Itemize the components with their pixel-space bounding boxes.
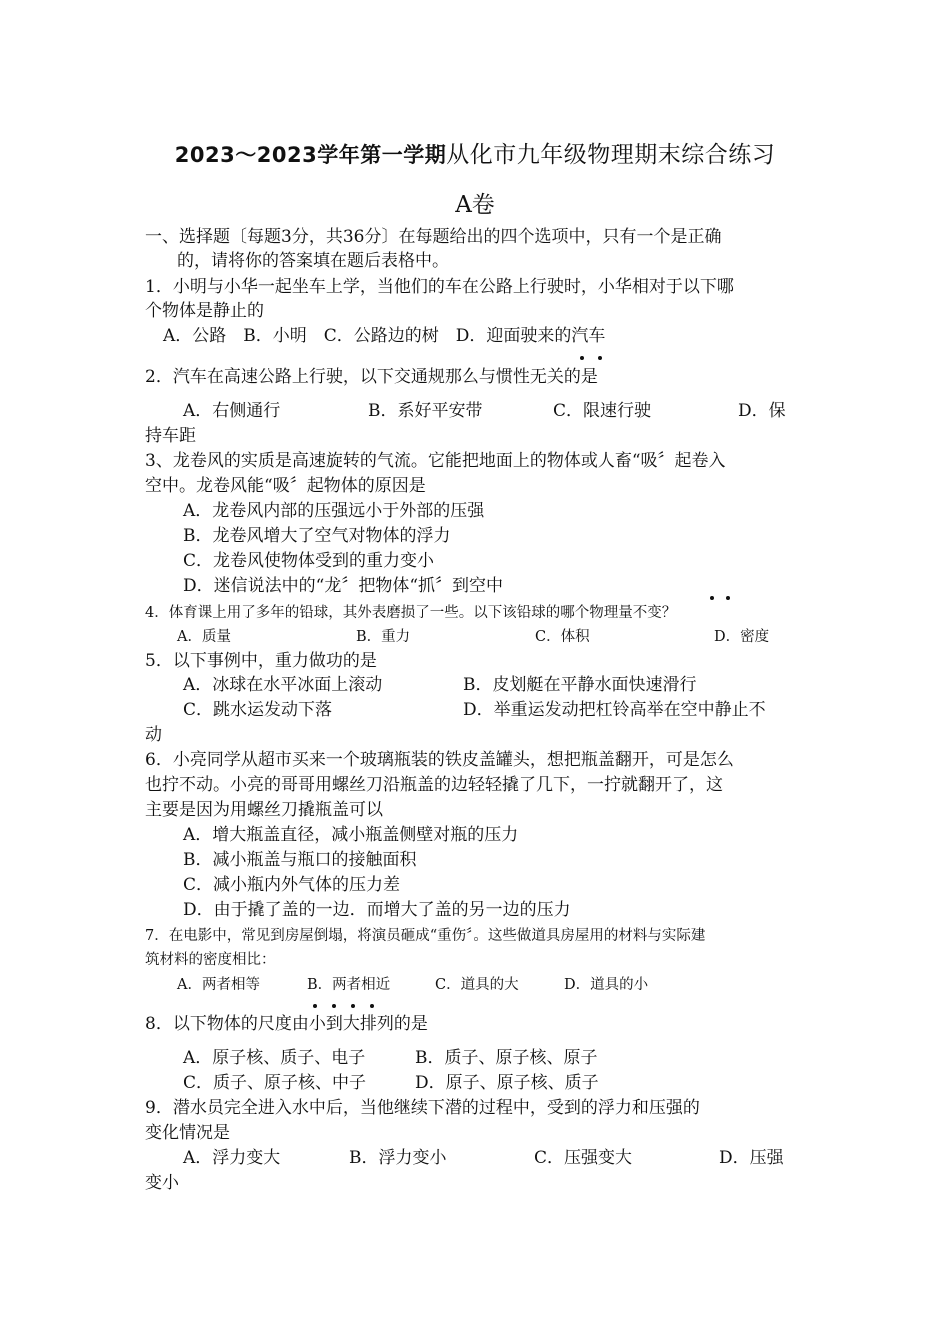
question-9-option-c: C．压强变大 bbox=[534, 1148, 633, 1168]
emphasis-dot bbox=[580, 356, 584, 360]
question-4-option-a: A．质量 bbox=[177, 629, 231, 645]
question-2-option-b: B．系好平安带 bbox=[368, 401, 483, 421]
question-6-option-d: D．由于撬了盖的一边．而增大了盖的另一边的压力 bbox=[183, 900, 571, 920]
question-6-text: 6．小亮同学从超市买来一个玻璃瓶装的铁皮盖罐头，想把瓶盖翻开，可是怎么 bbox=[145, 750, 734, 770]
question-1-options: A．公路 B．小明 C．公路边的树 D．迎面驶来的汽车 bbox=[163, 326, 606, 346]
question-3-option-b: B．龙卷风增大了空气对物体的浮力 bbox=[183, 526, 451, 546]
question-2-option-d-cont: 持车距 bbox=[145, 426, 196, 446]
question-5-option-c: C．跳水运发动下落 bbox=[183, 700, 333, 720]
question-7-option-d: D．道具的小 bbox=[564, 977, 649, 993]
question-7-text-cont: 筑材料的密度相比： bbox=[145, 952, 276, 968]
question-4-option-c: C．体积 bbox=[535, 629, 590, 645]
question-2-option-c: C．限速行驶 bbox=[553, 401, 652, 421]
question-5-option-d: D．举重运发动把杠铃高举在空中静止不 bbox=[463, 700, 766, 720]
question-9-text-cont: 变化情况是 bbox=[145, 1123, 230, 1143]
question-8-text: 8．以下物体的尺度由小到大排列的是 bbox=[145, 1014, 428, 1034]
page-subtitle: A卷 bbox=[455, 192, 495, 218]
question-4-option-d: D．密度 bbox=[714, 629, 770, 645]
question-6-option-c: C．减小瓶内外气体的压力差 bbox=[183, 875, 401, 895]
question-5-text: 5．以下事例中，重力做功的是 bbox=[145, 651, 377, 671]
emphasis-dot bbox=[726, 596, 730, 600]
question-6-option-a: A．增大瓶盖直径，减小瓶盖侧壁对瓶的压力 bbox=[183, 825, 519, 845]
question-1-text: 1．小明与小华一起坐车上学，当他们的车在公路上行驶时，小华相对于以下哪 bbox=[145, 277, 734, 297]
section-intro-line2: 的，请将你的答案填在题后表格中。 bbox=[177, 251, 449, 271]
title-year-term: 2023～2023学年第一学期 bbox=[174, 143, 447, 167]
emphasis-dot bbox=[710, 596, 714, 600]
question-9-option-b: B．浮力变小 bbox=[349, 1148, 447, 1168]
question-8-option-a: A．原子核、质子、电子 bbox=[183, 1048, 366, 1068]
question-1-text-cont: 个物体是静止的 bbox=[145, 301, 264, 321]
section-intro-line1: 一、选择题〔每题3分，共36分〕在每题给出的四个选项中，只有一个是正确 bbox=[145, 227, 722, 247]
emphasis-dot bbox=[370, 1004, 374, 1008]
question-9-option-d-cont: 变小 bbox=[145, 1173, 179, 1193]
question-4-text: 4．体育课上用了多年的铅球，其外表磨损了一些。以下该铅球的哪个物理量不变？ bbox=[145, 605, 677, 621]
question-3-option-c: C．龙卷风使物体受到的重力变小 bbox=[183, 551, 435, 571]
question-3-option-a: A．龙卷风内部的压强远小于外部的压强 bbox=[183, 501, 485, 521]
question-8-option-c: C．质子、原子核、中子 bbox=[183, 1073, 367, 1093]
question-2-option-d: D．保 bbox=[738, 401, 786, 421]
question-5-option-b: B．皮划艇在平静水面快速滑行 bbox=[463, 675, 697, 695]
question-8-option-b: B．质子、原子核、原子 bbox=[415, 1048, 598, 1068]
question-6-text-cont2: 主要是因为用螺丝刀撬瓶盖可以 bbox=[145, 800, 383, 820]
question-5-option-d-cont: 动 bbox=[145, 725, 162, 745]
page-title bbox=[0, 136, 950, 169]
question-3-option-d: D．迷信说法中的“龙〞把物体“抓〞到空中 bbox=[183, 576, 504, 596]
emphasis-dot bbox=[332, 1004, 336, 1008]
question-3-text: 3、龙卷风的实质是高速旋转的气流。它能把地面上的物体或人畜“吸〞起卷入 bbox=[145, 451, 726, 471]
question-7-option-c: C．道具的大 bbox=[435, 977, 519, 993]
question-7-option-a: A．两者相等 bbox=[177, 977, 260, 993]
emphasis-dot bbox=[598, 356, 602, 360]
question-2-text: 2．汽车在高速公路上行驶，以下交通规那么与惯性无关的是 bbox=[145, 367, 598, 387]
title-exam-name: 从化市九年级物理期末综合练习 bbox=[446, 142, 776, 168]
question-6-text-cont1: 也拧不动。小亮的哥哥用螺丝刀沿瓶盖的边轻轻撬了几下，一拧就翻开了，这 bbox=[145, 775, 723, 795]
question-5-option-a: A．冰球在水平冰面上滚动 bbox=[183, 675, 383, 695]
question-9-option-a: A．浮力变大 bbox=[183, 1148, 281, 1168]
question-9-text: 9．潜水员完全进入水中后，当他继续下潜的过程中，受到的浮力和压强的 bbox=[145, 1098, 700, 1118]
question-4-option-b: B．重力 bbox=[356, 629, 411, 645]
question-9-option-d: D．压强 bbox=[719, 1148, 784, 1168]
question-3-text-cont: 空中。龙卷风能“吸〞起物体的原因是 bbox=[145, 476, 426, 496]
question-8-option-d: D．原子、原子核、质子 bbox=[415, 1073, 599, 1093]
question-6-option-b: B．减小瓶盖与瓶口的接触面积 bbox=[183, 850, 417, 870]
question-7-text: 7．在电影中，常见到房屋倒塌，将演员砸成“重伤〞。这些做道具房屋用的材料与实际建 bbox=[145, 928, 706, 944]
question-7-option-b: B．两者相近 bbox=[307, 977, 391, 993]
question-2-option-a: A．右侧通行 bbox=[183, 401, 281, 421]
emphasis-dot bbox=[351, 1004, 355, 1008]
emphasis-dot bbox=[313, 1004, 317, 1008]
